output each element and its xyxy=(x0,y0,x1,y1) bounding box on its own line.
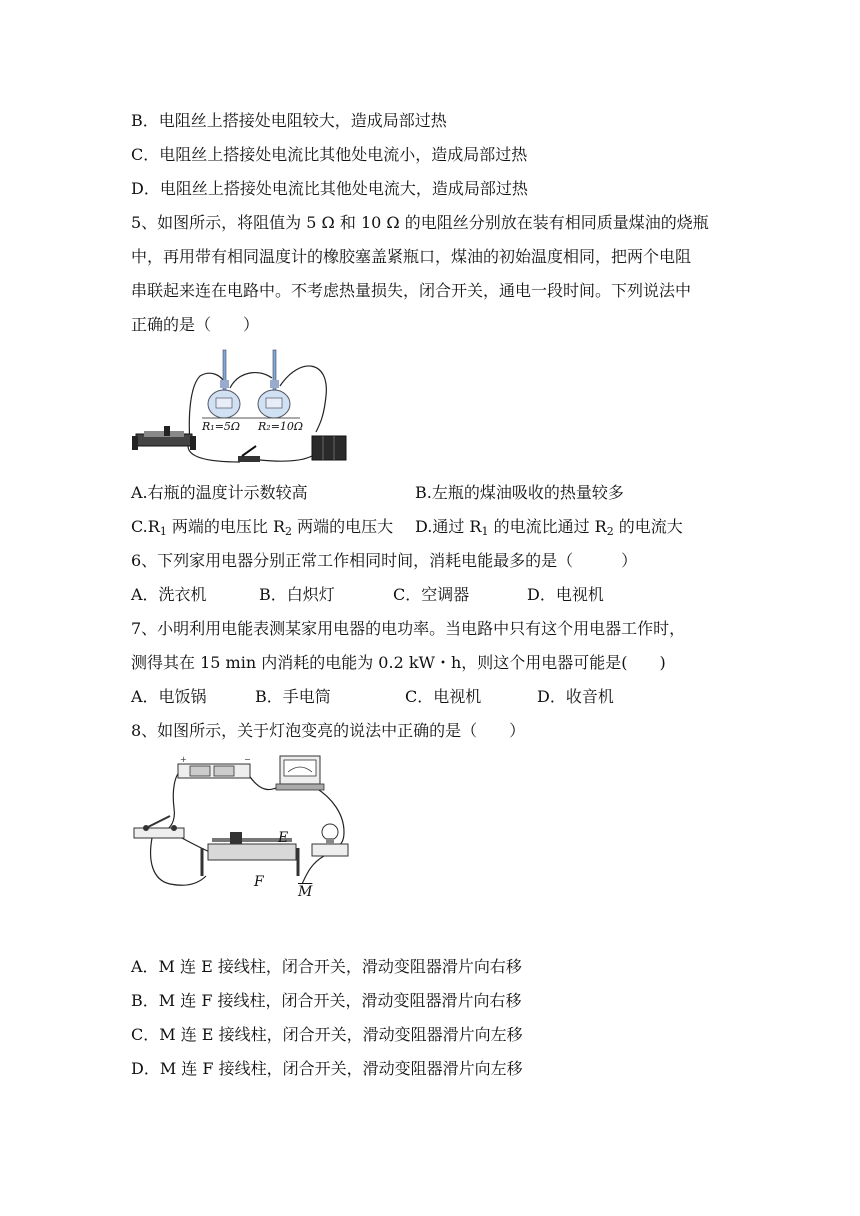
q5-circuit-figure xyxy=(130,346,352,470)
q8-option-a: A．M 连 E 接线柱，闭合开关，滑动变阻器滑片向右移 xyxy=(131,957,522,976)
q6-option-b: B．白炽灯 xyxy=(259,585,335,604)
q7-option-c: C．电视机 xyxy=(405,687,482,706)
q8-circuit-figure xyxy=(130,752,362,902)
q8-label-f: F xyxy=(254,874,264,890)
q5-option-b: B.左瓶的煤油吸收的热量较多 xyxy=(415,483,624,502)
q4-option-c: C．电阻丝上搭接处电流比其他处电流小，造成局部过热 xyxy=(131,145,528,164)
q8-label-e: E xyxy=(278,830,289,846)
q5-option-a: A.右瓶的温度计示数较高 xyxy=(131,483,308,502)
q7-stem-line-2: 测得其在 15 min 内消耗的电能为 0.2 kW・h，则这个用电器可能是( ) xyxy=(131,653,666,672)
q8-label-m: $\overline{M}$ xyxy=(298,884,313,900)
q7-option-b: B．手电筒 xyxy=(255,687,331,706)
q5-circuit-diagram xyxy=(130,346,352,470)
q7-stem-line-1: 7、小明利用电能表测某家用电器的电功率。当电路中只有这个用电器工作时， xyxy=(131,619,686,638)
svg-text:+: + xyxy=(180,755,187,764)
q7-option-a: A．电饭锅 xyxy=(131,687,207,706)
q6-option-c: C．空调器 xyxy=(393,585,470,604)
q8-stem: 8、如图所示，关于灯泡变亮的说法中正确的是（ ） xyxy=(131,721,526,740)
q6-stem: 6、下列家用电器分别正常工作相同时间，消耗电能最多的是（ ） xyxy=(131,551,638,570)
q5-stem-line-3: 串联起来连在电路中。不考虑热量损失，闭合开关，通电一段时间。下列说法中 xyxy=(131,281,692,300)
q6-option-d: D．电视机 xyxy=(527,585,604,604)
q5-stem-line-2: 中，再用带有相同温度计的橡胶塞盖紧瓶口，煤油的初始温度相同，把两个电阻 xyxy=(131,247,692,266)
q5-option-c: $C.R_1$ 两端的电压比 $R_2$ 两端的电压大 xyxy=(131,517,394,538)
q5-r1-label: R₁=5Ω xyxy=(202,420,241,433)
q8-circuit-diagram xyxy=(130,752,362,902)
q4-option-d: D．电阻丝上搭接处电流比其他处电流大，造成局部过热 xyxy=(131,179,528,198)
svg-text:−: − xyxy=(244,755,251,764)
q4-option-b: B．电阻丝上搭接处电阻较大，造成局部过热 xyxy=(131,111,447,130)
q7-option-d: D．收音机 xyxy=(537,687,614,706)
q5-option-d: D.通过 $R_1$ 的电流比通过 $R_2$ 的电流大 xyxy=(415,517,683,538)
q8-option-c: C．M 连 E 接线柱，闭合开关，滑动变阻器滑片向左移 xyxy=(131,1025,523,1044)
q8-option-b: B．M 连 F 接线柱，闭合开关，滑动变阻器滑片向右移 xyxy=(131,991,522,1010)
q8-option-d: D．M 连 F 接线柱，闭合开关，滑动变阻器滑片向左移 xyxy=(131,1059,523,1078)
q5-stem-line-4: 正确的是（ ） xyxy=(131,315,260,334)
q5-r2-label: R₂=10Ω xyxy=(258,420,304,433)
q6-option-a: A．洗衣机 xyxy=(131,585,207,604)
q5-stem-line-1: 5、如图所示，将阻值为 5 Ω 和 10 Ω 的电阻丝分别放在装有相同质量煤油的烧瓶 xyxy=(131,213,709,232)
